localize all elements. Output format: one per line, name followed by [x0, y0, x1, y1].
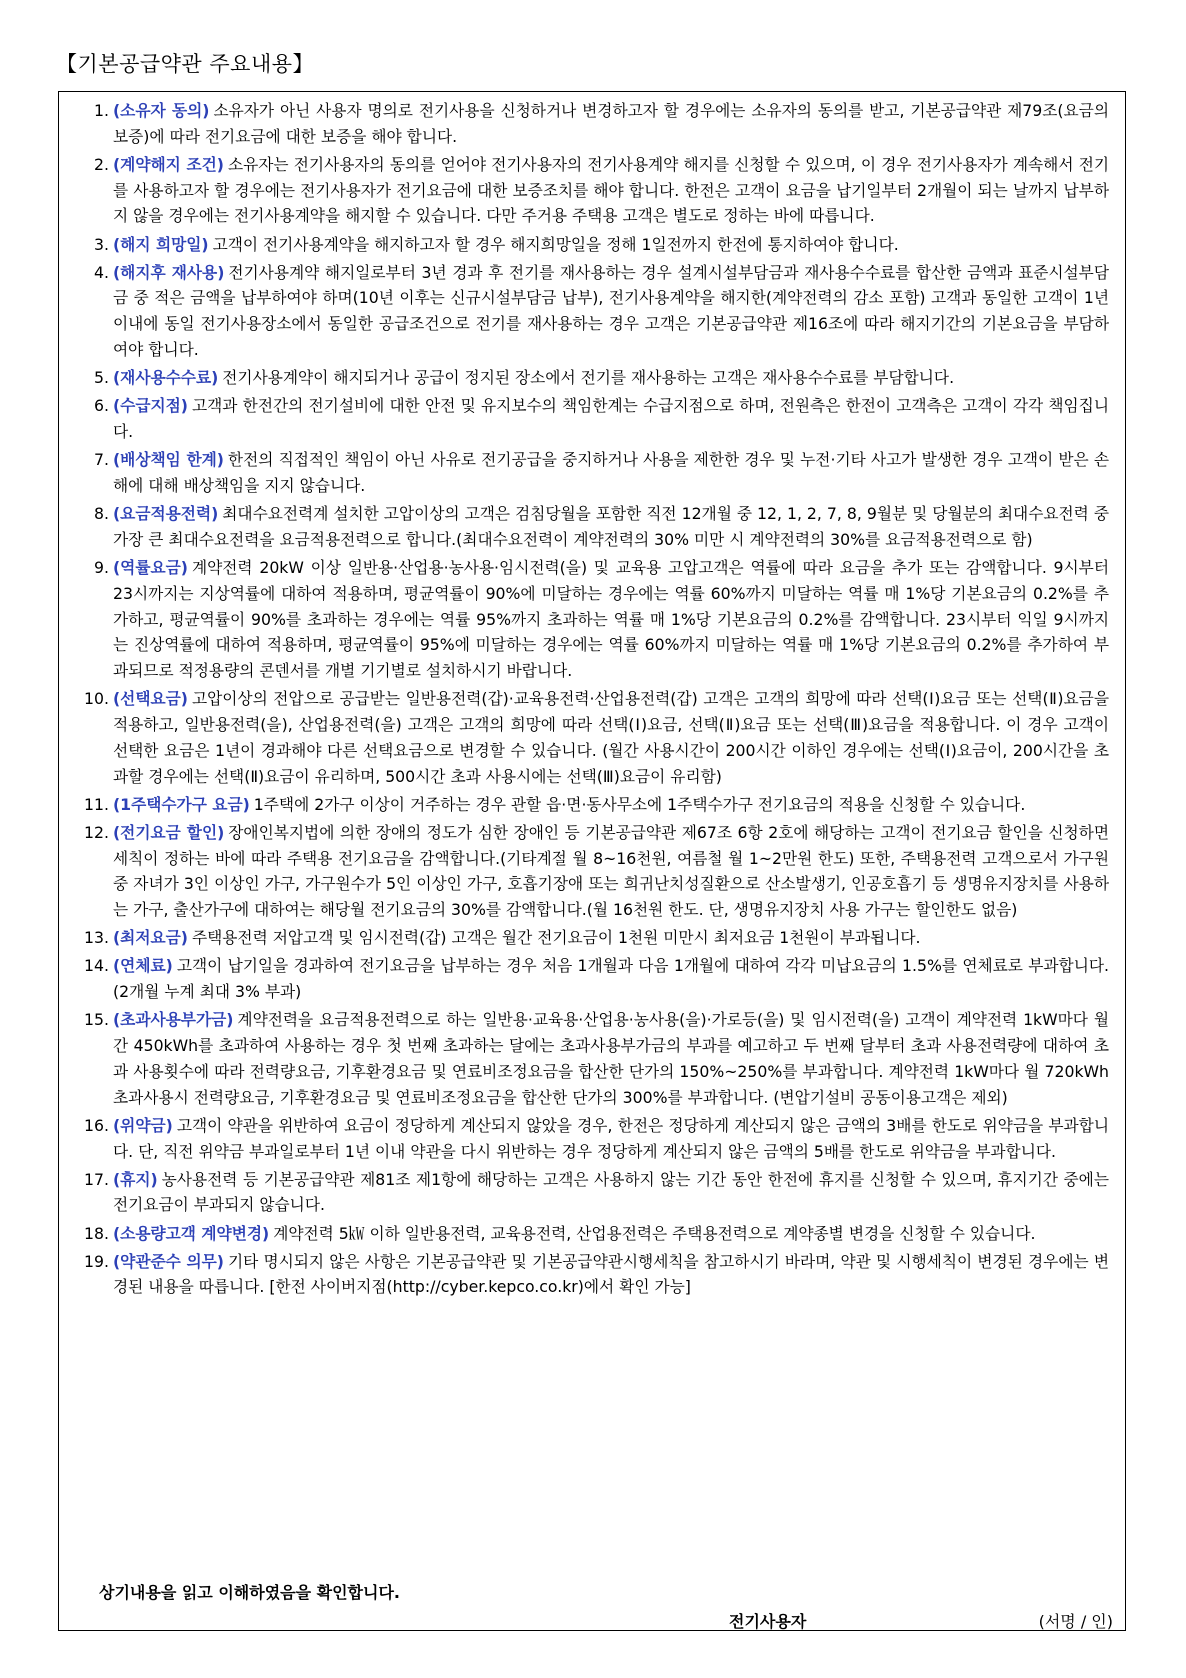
clause-number: 3.: [94, 234, 109, 254]
clause-title: (수급지점): [113, 396, 188, 416]
clause-number: 5.: [94, 368, 109, 388]
clause-title: (위약금): [113, 1115, 173, 1135]
clause-text: 계약전력 20kW 이상 일반용·산업용·농사용·임시전력(을) 및 교육용 고압고객은 역률에 따라 요금을 추가 또는 감액합니다. 9시부터 23시까지는 지상역률에 대하여 적용하며, 평균역률이 90%에 미달하는 경우에는 역률 60%까지 미달하는 역률 매 1%당 기본요금의 0.2%를 추가하고, 평균역률이 90%를 초과하는 경우에는 역률 95%까지 초과하는 역률 매 1%당 기본요금의 0.2%를 감액합니다. 23시부터 익일 9시까지는 진상역률에 대하여 적용하며, 평균역률이 95%에 미달하는 경우에는 역률 60%까지 미달하는 역률 매 1%당 기본요금의 0.2%를 추가하여 부과되므로 적정용량의 콘덴서를 개별 기기별로 설치하시기 바랍니다.: [113, 557, 1109, 681]
clause-title: (휴지): [113, 1169, 158, 1189]
clause-number: 18.: [84, 1223, 109, 1243]
confirmation-statement: 상기내용을 읽고 이해하였음을 확인합니다.: [99, 1583, 400, 1602]
clause-title: (소유자 동의): [113, 101, 210, 120]
clause-text: 고객과 한전간의 전기설비에 대한 안전 및 유지보수의 책임한계는 수급지점으로 하며, 전원측은 한전이 고객측은 고객이 각각 책임집니다.: [113, 396, 1109, 442]
clause-text: 고객이 약관을 위반하여 요금이 정당하게 계산되지 않았을 경우, 한전은 정당하게 계산되지 않은 금액의 3배를 한도로 위약금을 부과합니다. 단, 직전 위약금 부과일로부터 1년 이내 약관을 다시 위반하는 경우 정당하게 계산되지 않은 금액의 5배를 한도로 위약금을 부과합니다.: [113, 1115, 1109, 1161]
document-title: 【기본공급약관 주요내용】: [56, 52, 315, 76]
clause-title: (재사용수수료): [113, 368, 219, 388]
clause-text: 소유자는 전기사용자의 동의를 얻어야 전기사용자의 전기사용계약 해지를 신청할 수 있으며, 이 경우 전기사용자가 계속해서 전기를 사용하고자 할 경우에는 전기사용자가 전기요금에 대한 보증조치를 해야 합니다. 한전은 고객이 요금을 납기일부터 2개월이 되는 날까지 납부하지 않을 경우에는 전기사용계약을 해지할 수 있습니다. 다만 주거용 주택용 고객은 별도로 정하는 바에 따릅니다.: [113, 154, 1109, 226]
clause-title: (1주택수가구 요금): [113, 794, 250, 814]
clause-title: (요금적용전력): [113, 504, 219, 524]
clause-title: (초과사용부가금): [113, 1010, 234, 1030]
clause-item: [79, 1167, 1109, 1219]
clause-text: 기타 명시되지 않은 사항은 기본공급약관 및 기본공급약관시행세칙을 참고하시기 바라며, 약관 및 시행세칙이 변경된 경우에는 변경된 내용을 따릅니다. [한전 사이버지점(http://cyber.kepco.co.kr)에서 확인 가능]: [113, 1251, 1109, 1297]
clause-number: 19.: [84, 1251, 109, 1271]
clause-number: 15.: [84, 1010, 109, 1030]
clause-item: [79, 365, 1109, 391]
clause-item: [79, 232, 1109, 258]
clause-text: 전기사용계약 해지일로부터 3년 경과 후 전기를 재사용하는 경우 설계시설부담금과 재사용수수료를 합산한 금액과 표준시설부담금 중 적은 금액을 납부하여야 하며(10년 이후는 신규시설부담금 납부), 전기사용계약을 해지한(계약전력의 감소 포함) 고객과 동일한 고객이 1년 이내에 동일 전기사용장소에서 동일한 공급조건으로 전기를 재사용하는 경우 고객은 기본공급약관 제16조에 따라 해지기간의 기본요금을 부담하여야 합니다.: [113, 262, 1109, 360]
clause-text: 최대수요전력계 설치한 고압이상의 고객은 검침당월을 포함한 직전 12개월 중 12, 1, 2, 7, 8, 9월분 및 당월분의 최대수요전력 중 가장 큰 최대수요전력을 요금적용전력으로 합니다.(최대수요전력이 계약전력의 30% 미만 시 계약전력의 30%를 요금적용전력으로 함): [113, 504, 1109, 549]
clause-item: [79, 686, 1109, 789]
clause-title: (연체료): [113, 956, 173, 976]
clause-title: (계약해지 조건): [113, 154, 224, 174]
signature-label: 전기사용자: [729, 1612, 807, 1631]
clause-title: (해지 희망일): [113, 234, 209, 254]
clause-item: [79, 260, 1109, 363]
clause-number: 4.: [94, 262, 109, 282]
terms-box: [58, 91, 1126, 1631]
clause-list: [79, 98, 1109, 1303]
clause-title: (선택요금): [113, 689, 188, 709]
clause-text: 전기사용계약이 해지되거나 공급이 정지된 장소에서 전기를 재사용하는 고객은 재사용수수료를 부담합니다.: [222, 368, 955, 388]
clause-number: 1.: [94, 101, 109, 120]
clause-number: 6.: [94, 396, 109, 416]
clause-item: [79, 1249, 1109, 1301]
clause-item: [79, 152, 1109, 229]
clause-text: 한전의 직접적인 책임이 아닌 사유로 전기공급을 중지하거나 사용을 제한한 경우 및 누전·기타 사고가 발생한 경우 고객이 받은 손해에 대해 배상책임을 지지 않습니다.: [113, 450, 1109, 495]
clause-text: 계약전력을 요금적용전력으로 하는 일반용·교육용·산업용·농사용(을)·가로등(을) 및 임시전력(을) 고객이 계약전력 1kW마다 월간 450kWh를 초과하여 사용하는 경우 첫 번째 초과하는 달에는 초과사용부가금의 부과를 예고하고 두 번째 달부터 초과 사용전력량에 대하여 초과 사용횟수에 따라 전력량요금, 기후환경요금 및 연료비조정요금을 합산한 단가의 150%~250%를 부과합니다. 계약전력 1kW마다 월 720kWh 초과사용시 전력량요금, 기후환경요금 및 연료비조정요금을 합산한 단가의 300%를 부과합니다. (변압기설비 공동이용고객은 제외): [113, 1010, 1109, 1107]
clause-title: (소용량고객 계약변경): [113, 1223, 270, 1243]
clause-number: 11.: [84, 794, 109, 814]
clause-number: 17.: [84, 1169, 109, 1189]
clause-title: (최저요금): [113, 928, 188, 948]
clause-text: 농사용전력 등 기본공급약관 제81조 제1항에 해당하는 고객은 사용하지 않는 기간 동안 한전에 휴지를 신청할 수 있으며, 휴지기간 중에는 전기요금이 부과되지 않습니다.: [113, 1169, 1109, 1215]
clause-number: 14.: [84, 956, 109, 976]
clause-title: (약관준수 의무): [113, 1251, 224, 1271]
clause-number: 7.: [94, 450, 109, 470]
clause-item: [79, 925, 1109, 951]
clause-text: 고압이상의 전압으로 공급받는 일반용전력(갑)·교육용전력·산업용전력(갑) 고객은 고객의 희망에 따라 선택(Ⅰ)요금 또는 선택(Ⅱ)요금을 적용하고, 일반용전력(을), 산업용전력(을) 고객은 고객의 희망에 따라 선택(Ⅰ)요금, 선택(Ⅱ)요금 또는 선택(Ⅲ)요금을 적용합니다. 이 경우 고객이 선택한 요금은 1년이 경과해야 다른 선택요금으로 변경할 수 있습니다. (월간 사용시간이 200시간 이하인 경우에는 선택(Ⅰ)요금이, 200시간을 초과할 경우에는 선택(Ⅱ)요금이 유리하며, 500시간 초과 사용시에는 선택(Ⅲ)요금이 유리함): [113, 689, 1109, 786]
clause-item: [79, 1221, 1109, 1247]
clause-number: 16.: [84, 1115, 109, 1135]
clause-item: [79, 501, 1109, 553]
clause-item: [79, 393, 1109, 445]
clause-text: 고객이 납기일을 경과하여 전기요금을 납부하는 경우 처음 1개월과 다음 1개월에 대하여 각각 미납요금의 1.5%를 연체료로 부과합니다.(2개월 누계 최대 3% 부과): [113, 956, 1109, 1002]
clause-item: [79, 1007, 1109, 1110]
clause-number: 13.: [84, 928, 109, 948]
clause-title: (전기요금 할인): [113, 822, 225, 842]
clause-text: 주택용전력 저압고객 및 임시전력(갑) 고객은 월간 전기요금이 1천원 미만시 최저요금 1천원이 부과됩니다.: [191, 928, 921, 948]
clause-text: 1주택에 2가구 이상이 거주하는 경우 관할 읍·면·동사무소에 1주택수가구 전기요금의 적용을 신청할 수 있습니다.: [253, 794, 1026, 814]
clause-title: (해지후 재사용): [113, 262, 225, 282]
clause-title: (배상책임 한계): [113, 450, 224, 470]
clause-text: 계약전력 5㎾ 이하 일반용전력, 교육용전력, 산업용전력은 주택용전력으로 계약종별 변경을 신청할 수 있습니다.: [273, 1223, 1036, 1243]
clause-number: 9.: [94, 557, 109, 577]
clause-text: 소유자가 아닌 사용자 명의로 전기사용을 신청하거나 변경하고자 할 경우에는 소유자의 동의를 받고, 기본공급약관 제79조(요금의 보증)에 따라 전기요금에 대한 보증을 해야 합니다.: [113, 101, 1109, 146]
clause-text: 고객이 전기사용계약을 해지하고자 할 경우 해지희망일을 정해 1일전까지 한전에 통지하여야 합니다.: [212, 234, 899, 254]
clause-item: [79, 447, 1109, 499]
clause-item: [79, 98, 1109, 150]
signature-field[interactable]: (서명 / 인): [1038, 1612, 1113, 1631]
clause-item: [79, 953, 1109, 1005]
clause-number: 8.: [94, 504, 109, 524]
clause-title: (역률요금): [113, 557, 188, 577]
clause-text: 장애인복지법에 의한 장애의 정도가 심한 장애인 등 기본공급약관 제67조 6항 2호에 해당하는 고객이 전기요금 할인을 신청하면 세칙이 정하는 바에 따라 주택용 전기요금을 감액합니다.(기타계절 월 8~16천원, 여름철 월 1~2만원 한도) 또한, 주택용전력 고객으로서 가구원 중 자녀가 3인 이상인 가구, 가구원수가 5인 이상인 가구, 호흡기장애 또는 희귀난치성질환으로 산소발생기, 인공호흡기 등 생명유지장치를 사용하는 가구, 출산가구에 대하여는 해당월 전기요금의 30%를 감액합니다.(월 16천원 한도. 단, 생명유지장치 사용 가구는 할인한도 없음): [113, 822, 1109, 920]
clause-number: 10.: [84, 689, 109, 709]
clause-item: [79, 820, 1109, 923]
clause-item: [79, 1113, 1109, 1165]
clause-item: [79, 555, 1109, 684]
clause-number: 2.: [94, 154, 109, 174]
clause-number: 12.: [84, 822, 109, 842]
clause-item: [79, 792, 1109, 818]
